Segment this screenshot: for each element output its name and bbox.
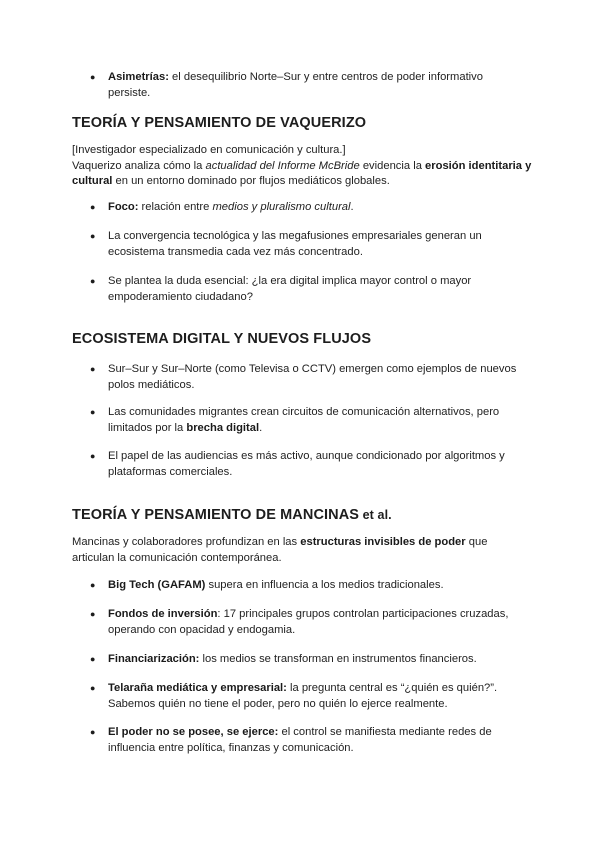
list-item: Sur–Sur y Sur–Norte (como Televisa o CCTV) emergen como ejemplos de nuevos polos mediáticos. — [108, 363, 517, 391]
item-text: el desequilibrio Norte–Sur y entre centros de poder informativo persiste. — [108, 71, 483, 99]
bullet-icon: ● — [90, 72, 96, 82]
section-heading-ecosistema: ECOSISTEMA DIGITAL Y NUEVOS FLUJOS — [72, 331, 372, 347]
item-term: Telaraña mediática y empresarial: — [108, 682, 287, 694]
intro-text: que articulan la comunicación contemporánea. — [72, 536, 488, 564]
bullet-icon: ● — [90, 683, 96, 693]
item-text: supera en influencia a los medios tradicionales. — [205, 579, 444, 591]
item-text: . — [350, 201, 354, 213]
intro-text: en un entorno dominado por flujos mediáticos globales. — [112, 175, 390, 187]
list-item: El papel de las audiencias es más activo, aunque condicionado por algoritmos y plataformas comerciales. — [108, 450, 505, 478]
intro-bold: estructuras invisibles de poder — [300, 536, 466, 548]
bullet-icon: ● — [90, 580, 96, 590]
item-term: Foco: — [108, 201, 139, 213]
list-item — [108, 200, 528, 216]
author-note — [72, 143, 532, 190]
list-item: La convergencia tecnológica y las megafusiones empresariales generan un ecosistema transmedia cada vez más concentrado. — [108, 230, 482, 258]
heading-text: TEORÍA Y PENSAMIENTO DE MANCINAS — [72, 507, 360, 523]
intro-text: Vaquerizo analiza cómo la — [72, 159, 206, 172]
list-item — [108, 578, 528, 594]
bullet-icon: ● — [90, 276, 96, 286]
item-term: Financiarización: — [108, 653, 200, 665]
list-item — [108, 70, 528, 101]
item-term: El poder no se posee, se ejerce: — [108, 726, 279, 738]
section-heading-vaquerizo: TEORÍA Y PENSAMIENTO DE VAQUERIZO — [72, 115, 367, 131]
bullet-icon: ● — [90, 407, 96, 417]
item-term: Asimetrías: — [108, 71, 169, 83]
list-item — [108, 652, 528, 668]
item-text: : 17 principales grupos controlan participaciones cruzadas, operando con opacidad y endogamia. — [108, 608, 509, 636]
intro-italic: actualidad del Informe McBride — [205, 159, 360, 172]
section-heading-mancinas — [72, 508, 392, 524]
item-text: Las comunidades migrantes crean circuitos de comunicación alternativos, pero limitados por la — [108, 406, 500, 434]
item-bold: brecha digital — [186, 421, 260, 434]
bullet-icon: ● — [90, 364, 96, 374]
bullet-icon: ● — [90, 451, 96, 461]
bullet-icon: ● — [90, 727, 96, 737]
list-item: Se plantea la duda esencial: ¿la era digital implica mayor control o mayor empoderamiento ciudadano? — [108, 275, 472, 303]
item-term: Fondos de inversión — [108, 608, 218, 620]
list-item — [108, 405, 528, 436]
note-text: [Investigador especializado en comunicación y cultura.] — [72, 144, 346, 156]
item-text: . — [259, 421, 263, 434]
item-text: relación entre — [138, 201, 213, 213]
bullet-icon: ● — [90, 654, 96, 664]
item-term: Big Tech (GAFAM) — [108, 579, 206, 591]
intro-text: evidencia la — [359, 159, 426, 172]
item-text: la pregunta central es “¿quién es quién?”. Sabemos quién no tiene el poder, pero no quién lo ejerce realmente. — [108, 682, 498, 710]
list-item — [108, 725, 528, 756]
bullet-icon: ● — [90, 202, 96, 212]
item-text: los medios se transforman en instrumentos financieros. — [199, 653, 477, 665]
intro-bold: erosión identitaria y cultural — [72, 159, 532, 187]
intro-paragraph — [72, 535, 532, 566]
heading-suffix: et al. — [359, 508, 392, 522]
intro-text: Mancinas y colaboradores profundizan en las — [72, 536, 301, 548]
item-italic: medios y pluralismo cultural — [212, 201, 351, 213]
list-item — [108, 681, 528, 712]
item-text: el control se manifiesta mediante redes de influencia entre política, finanzas y comunicación. — [108, 726, 492, 754]
list-item — [108, 607, 528, 638]
bullet-icon: ● — [90, 231, 96, 241]
bullet-icon: ● — [90, 609, 96, 619]
